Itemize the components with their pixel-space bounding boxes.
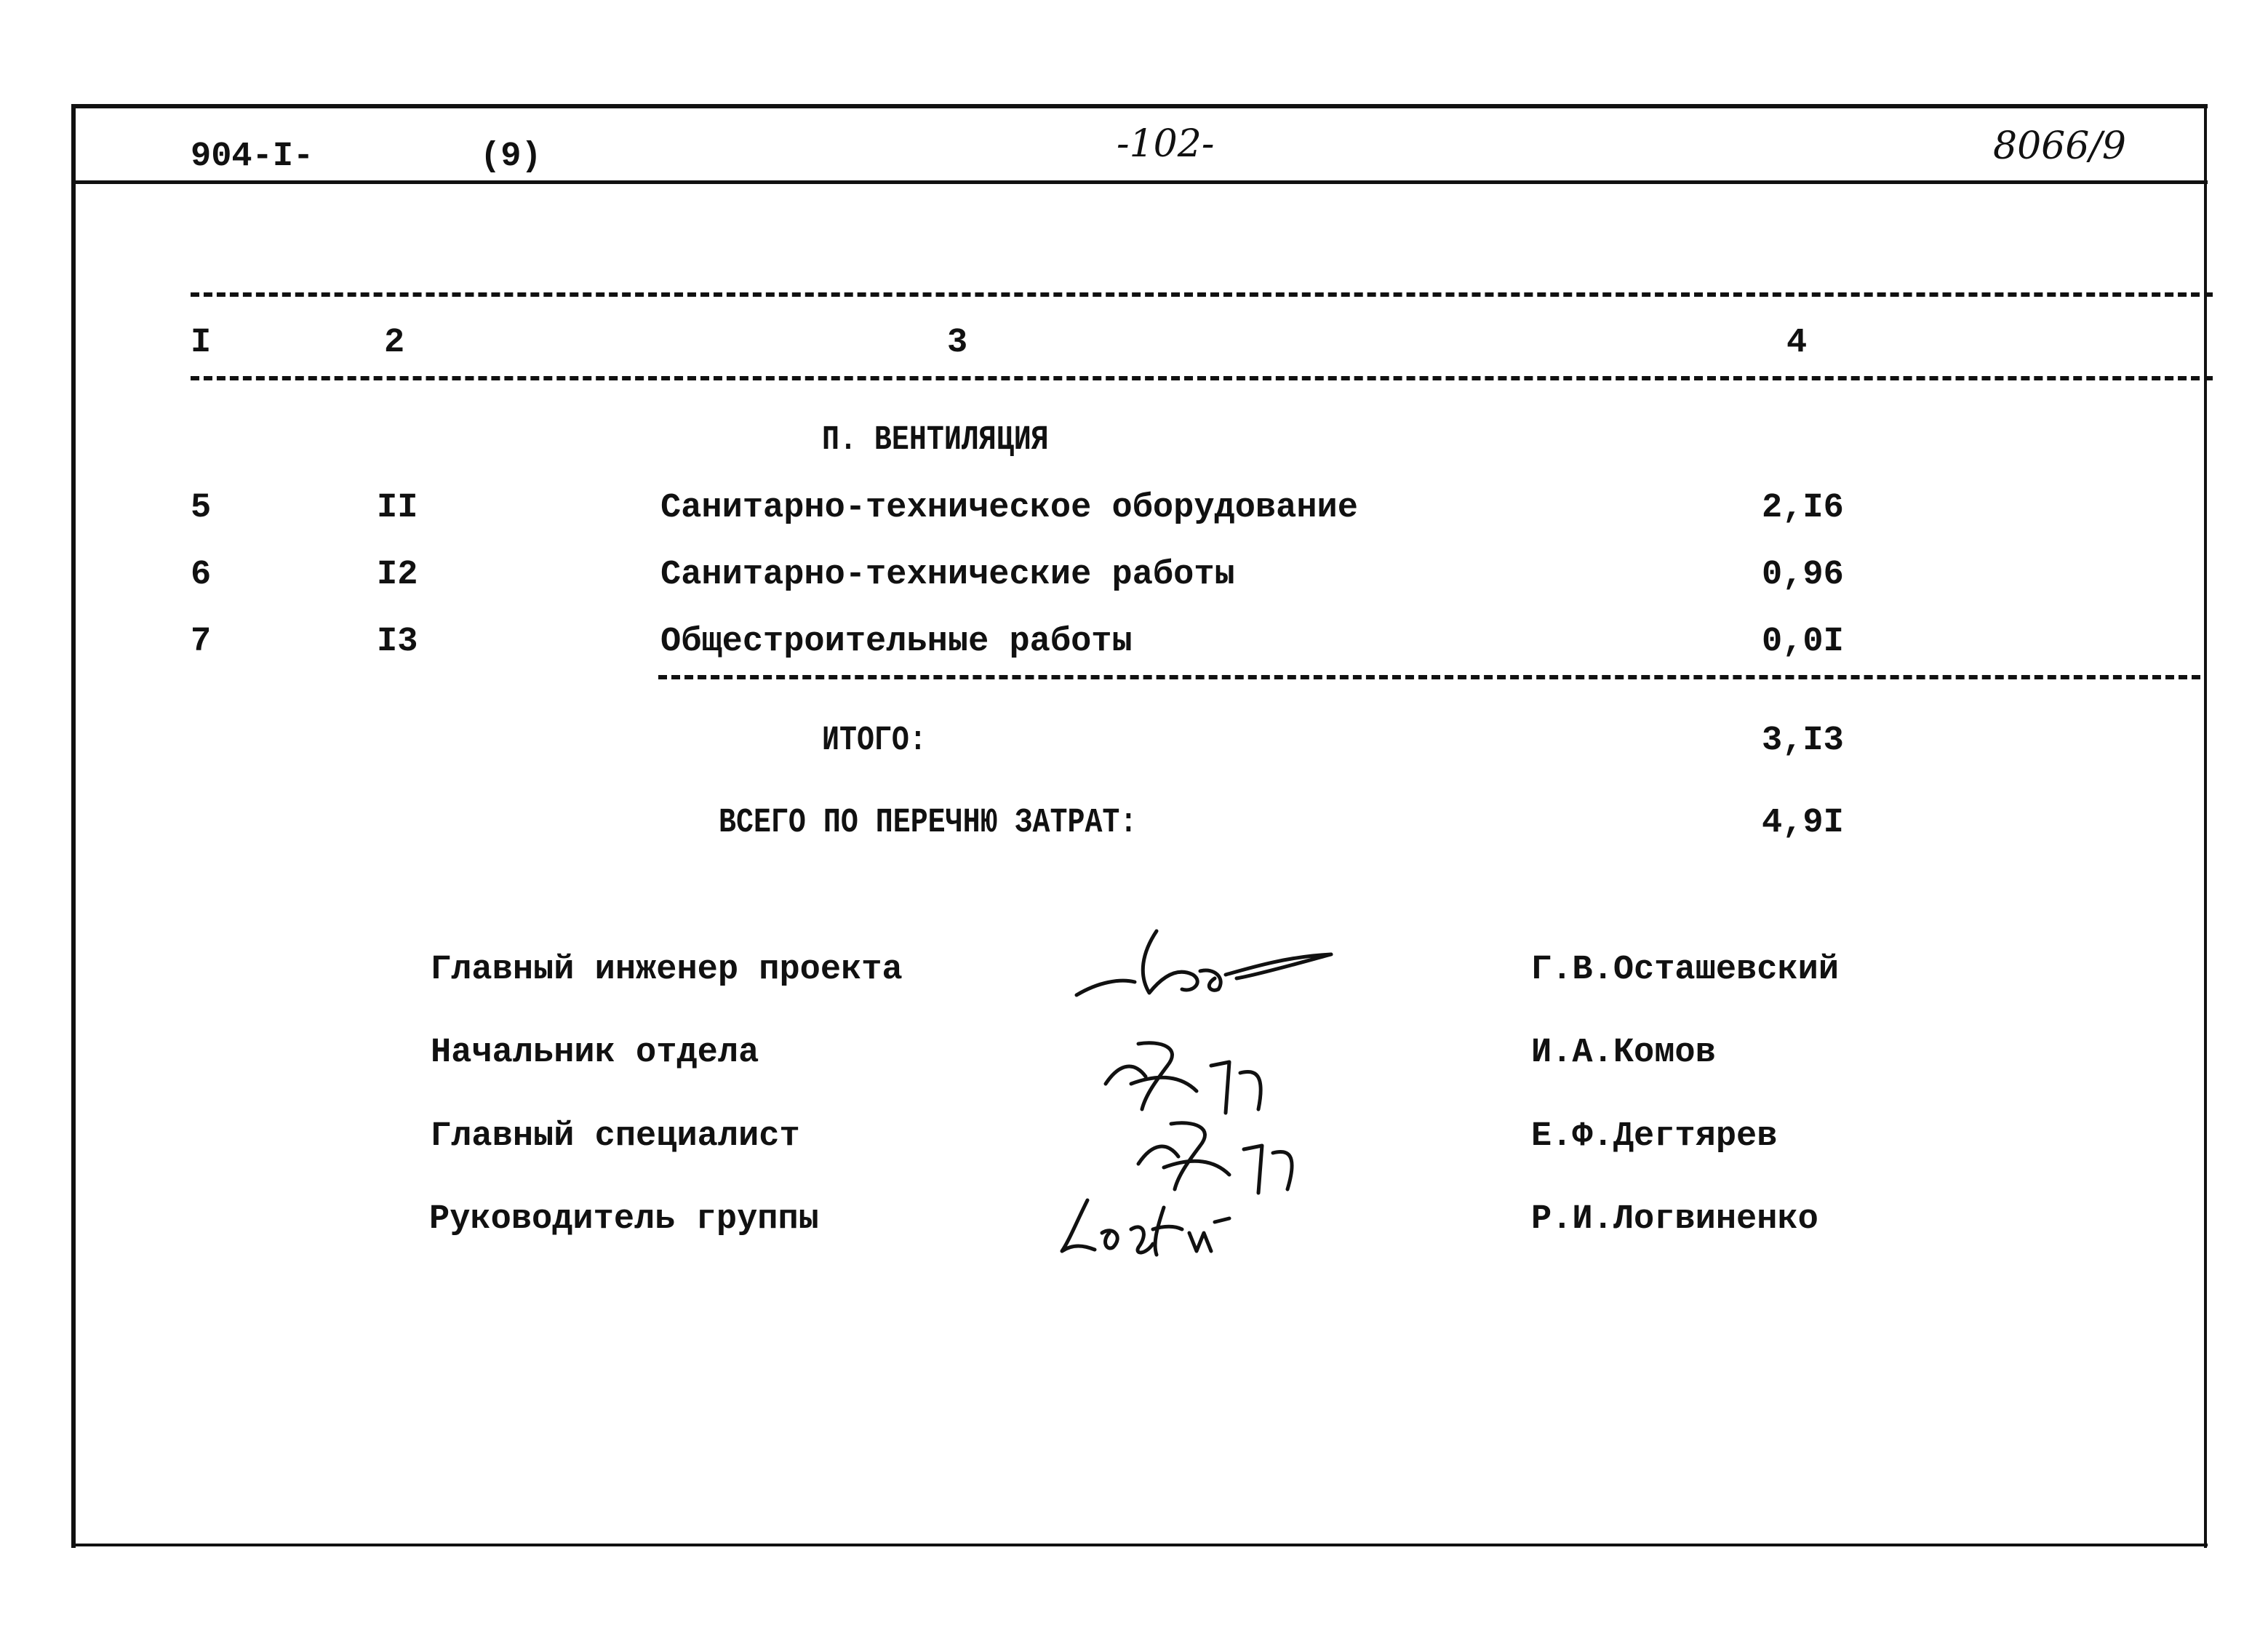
row-value: 0,0I xyxy=(1762,623,1844,661)
signatory-name: Г.В.Осташевский xyxy=(1531,951,1840,989)
row-code: I2 xyxy=(377,556,418,594)
frame-left-border xyxy=(71,104,76,1548)
table-header-rule xyxy=(191,376,2213,380)
document-code: 904-I- xyxy=(191,137,314,176)
column-header-3: 3 xyxy=(947,324,968,362)
column-header-4: 4 xyxy=(1786,324,1808,362)
row-value: 2,I6 xyxy=(1762,489,1844,527)
row-code: I3 xyxy=(377,623,418,661)
row-number: 6 xyxy=(191,556,212,594)
inventory-number: 8066/9 xyxy=(1993,124,2126,168)
signatory-role: Главный специалист xyxy=(431,1117,800,1156)
signatory-role: Начальник отдела xyxy=(431,1034,759,1072)
handwritten-signature xyxy=(1102,1033,1277,1120)
subtotal-label: ИТОГО: xyxy=(822,722,927,760)
column-header-2: 2 xyxy=(384,324,405,362)
handwritten-signature xyxy=(1135,1113,1309,1200)
frame-top-border xyxy=(73,104,2208,108)
handwritten-signature xyxy=(1055,1193,1258,1258)
row-name: Санитарно-техническое оборудование xyxy=(660,489,1358,527)
total-value: 4,9I xyxy=(1762,804,1844,842)
frame-right-border xyxy=(2204,104,2207,1548)
row-number: 5 xyxy=(191,489,212,527)
document-issue: (9) xyxy=(480,137,542,176)
subtotal-value: 3,I3 xyxy=(1762,722,1844,760)
signatory-name: Р.И.Логвиненко xyxy=(1531,1200,1818,1239)
section-title: П. ВЕНТИЛЯЦИЯ xyxy=(822,421,1049,460)
frame-bottom-border xyxy=(73,1544,2208,1546)
handwritten-signature xyxy=(1069,924,1346,1004)
signatory-name: Е.Ф.Дегтярев xyxy=(1531,1117,1778,1156)
page-number: -102- xyxy=(1117,122,1215,166)
signatory-role: Руководитель группы xyxy=(429,1200,819,1239)
header-divider xyxy=(73,180,2208,184)
row-name: Санитарно-технические работы xyxy=(660,556,1235,594)
row-value: 0,96 xyxy=(1762,556,1844,594)
signatory-role: Главный инженер проекта xyxy=(431,951,903,989)
table-top-rule xyxy=(191,292,2213,297)
row-number: 7 xyxy=(191,623,212,661)
signatory-name: И.А.Комов xyxy=(1531,1034,1716,1072)
row-name: Общестроительные работы xyxy=(660,623,1133,661)
column-header-1: I xyxy=(191,324,212,362)
subtotal-rule xyxy=(658,675,2200,679)
total-label: ВСЕГО ПО ПЕРЕЧНЮ ЗАТРАТ: xyxy=(719,804,1138,842)
row-code: II xyxy=(377,489,418,527)
